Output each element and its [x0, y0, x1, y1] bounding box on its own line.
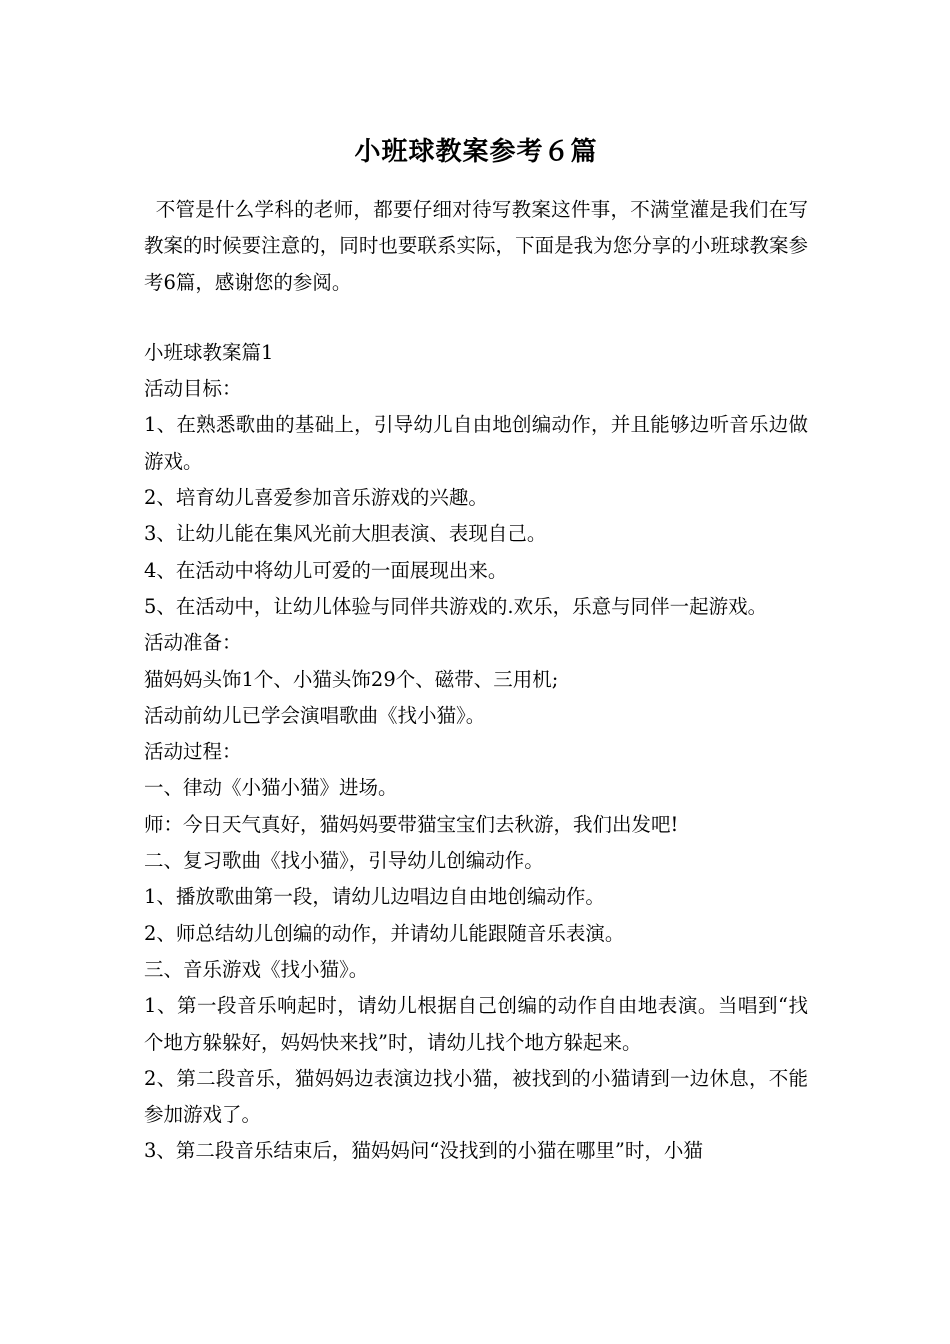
goals-label: 活动目标：: [144, 377, 242, 401]
process-item: 1、第一段音乐响起时，请幼儿根据自己创编的动作自由地表演。当唱到“找个地方躲躲好，妈妈快来找”时，请幼儿找个地方躲起来。: [144, 994, 808, 1054]
process-item: 2、师总结幼儿创编的动作，并请幼儿能跟随音乐表演。: [144, 921, 625, 945]
prep-label: 活动准备：: [144, 631, 242, 655]
prep-item: 活动前幼儿已学会演唱歌曲《找小猫》。: [144, 703, 486, 727]
prep-item: 猫妈妈头饰1个、小猫头饰29个、磁带、三用机;: [144, 667, 559, 691]
goal-item: 3、让幼儿能在集风光前大胆表演、表现自己。: [144, 522, 547, 546]
document-page: [144, 128, 808, 1170]
goal-item: 5、在活动中，让幼儿体验与同伴共游戏的.欢乐，乐意与同伴一起游戏。: [144, 594, 768, 618]
process-label: 活动过程：: [144, 740, 242, 764]
process-item: 一、律动《小猫小猫》进场。: [144, 776, 398, 800]
process-item: 二、复习歌曲《找小猫》，引导幼儿创编动作。: [144, 849, 544, 873]
process-item: 2、第二段音乐，猫妈妈边表演边找小猫，被找到的小猫请到一边休息，不能参加游戏了。: [144, 1066, 808, 1127]
process-item: 师：今日天气真好，猫妈妈要带猫宝宝们去秋游，我们出发吧!: [144, 812, 679, 836]
section-heading: 小班球教案篇1: [144, 340, 274, 364]
paragraph-spacer: [144, 301, 808, 335]
process-item: 3、第二段音乐结束后，猫妈妈问“没找到的小猫在哪里”时，小猫: [144, 1139, 703, 1163]
process-item: 三、音乐游戏《找小猫》。: [144, 957, 369, 981]
goal-item: 2、培育幼儿喜爱参加音乐游戏的兴趣。: [144, 486, 488, 510]
goal-item: 4、在活动中将幼儿可爱的一面展现出来。: [144, 558, 508, 582]
process-item: 1、播放歌曲第一段，请幼儿边唱边自由地创编动作。: [144, 885, 605, 909]
goal-item: 1、在熟悉歌曲的基础上，引导幼儿自由地创编动作，并且能够边听音乐边做游戏。: [144, 413, 808, 473]
intro-paragraph: 不管是什么学科的老师，都要仔细对待写教案这件事，不满堂灌是我们在写教案的时候要注意的，同时也要联系实际，下面是我为您分享的小班球教案参考6篇，感谢您的参阅。: [144, 198, 808, 294]
document-title: 小班球教案参考６篇: [354, 137, 598, 167]
